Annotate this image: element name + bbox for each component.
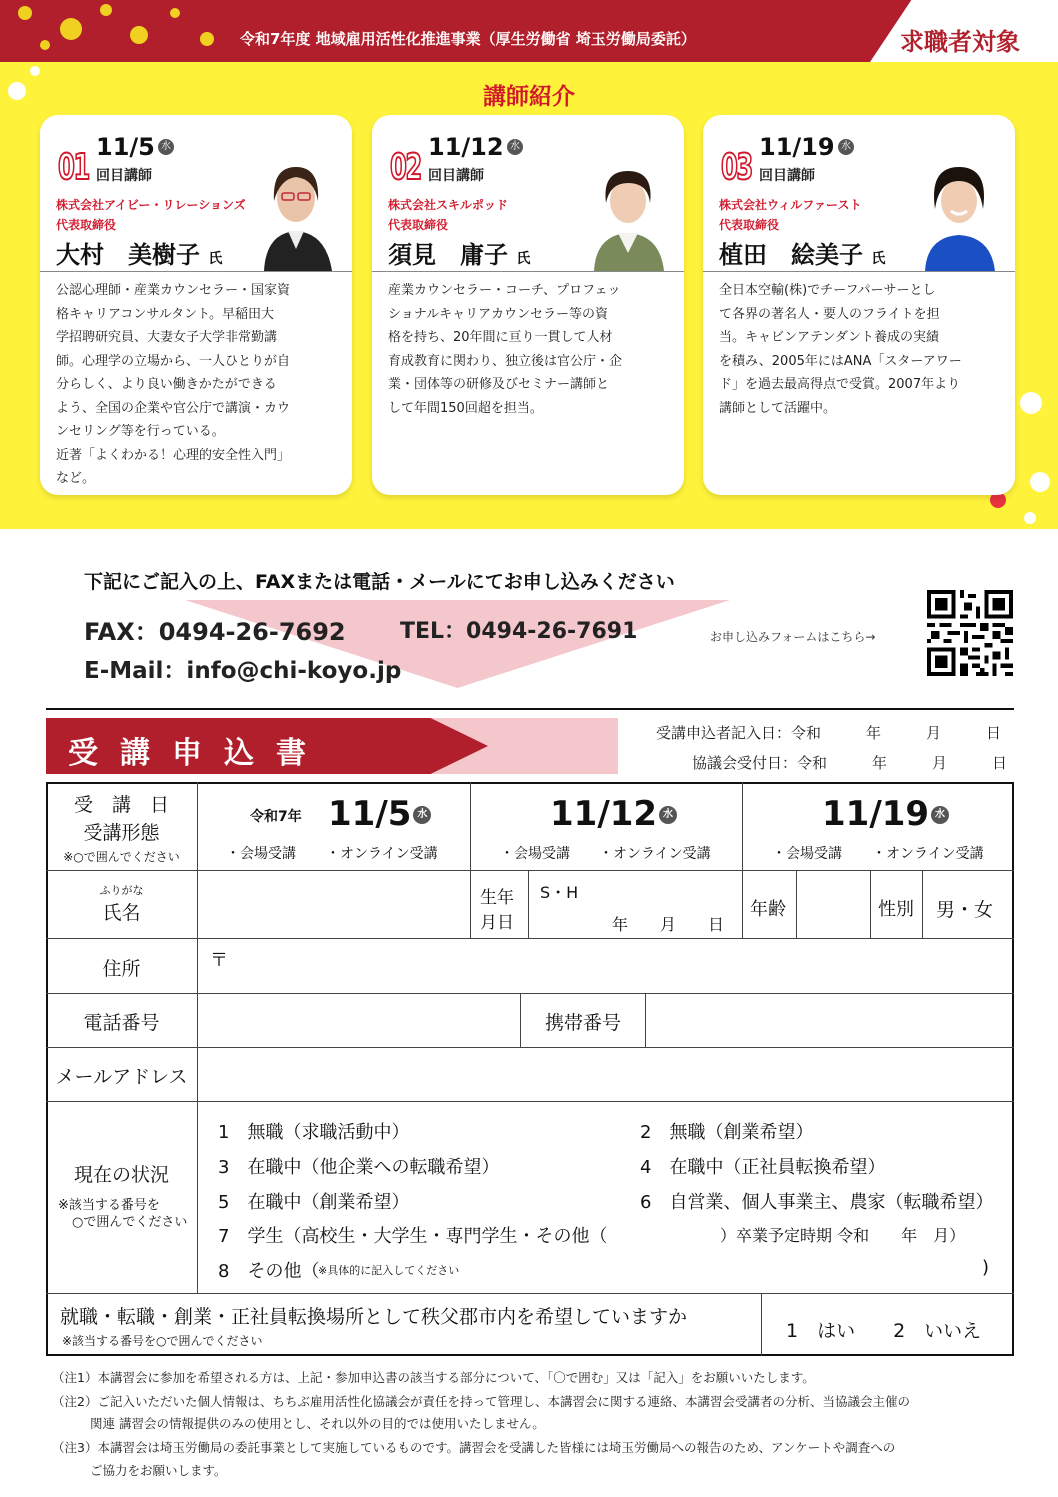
- form-title: 受講申込書: [68, 736, 328, 771]
- header-title: 令和7年度 地域雇用活性化推進事業（厚生労働省 埼玉労働局委託）: [240, 30, 696, 48]
- weekday-badge: 水: [413, 806, 431, 824]
- sex-options[interactable]: 男・女: [936, 899, 994, 921]
- session-3-online-option[interactable]: ・オンライン受講: [872, 846, 984, 862]
- postal-mark: 〒: [210, 950, 228, 971]
- furigana-label: ふりがな: [99, 884, 144, 897]
- other-note: ※具体的に記入してください: [318, 1264, 460, 1277]
- instructor-card-1: [40, 115, 352, 495]
- sex-label: 性別: [878, 899, 914, 920]
- target-tag: 求職者対象: [900, 28, 1020, 56]
- row-rule: [46, 1101, 1014, 1102]
- status-option-1[interactable]: 1 無職（求職活動中）: [218, 1122, 410, 1143]
- format-label: 受講形態: [83, 822, 160, 844]
- instructor-bio: 産業カウンセラー・コーチ、プロフェッ ショナルキャリアカウンセラー等の資 格を持ち、20年間に亘り一貫して人材 育成教育に関わり、独立後は官公庁・企 業・団体等の研修及びセミナー講師と して年間150回超を担当。: [388, 283, 623, 416]
- weekday-badge: 水: [659, 806, 677, 824]
- other-close-paren: ): [982, 1257, 990, 1278]
- section-title: 講師紹介: [483, 84, 575, 110]
- divider: [372, 271, 684, 272]
- name-field[interactable]: [198, 871, 470, 938]
- session-1-date[interactable]: 11/5 水: [328, 794, 431, 834]
- status-option-6[interactable]: 6 自営業、個人事業主、農家（転職希望）: [640, 1192, 994, 1213]
- session-2-online-option[interactable]: ・オンライン受講: [599, 846, 711, 862]
- decor-dot: [60, 18, 82, 40]
- instructor-bio: 全日本空輸(株)でチーフパーサーとし て各界の著名人・要人のフライトを担 当。キャビンアテンダント養成の実績 を積み、2005年にはANA「スターアワー ド」を過去最高得点で受賞。2007年より 講師として活躍中。: [719, 283, 962, 416]
- phone-number[interactable]: TEL：0494-26-7691: [400, 619, 638, 644]
- name-label: 氏名: [102, 902, 141, 924]
- card-session-label: 回目講師: [96, 168, 152, 184]
- phone-label: 電話番号: [83, 1012, 160, 1034]
- divider: [703, 271, 1015, 272]
- session-2-venue-option[interactable]: ・会場受講: [500, 846, 570, 862]
- received-date-field: 協議会受付日：令和 年 月 日: [692, 754, 1008, 772]
- card-session-label: 回目講師: [428, 168, 484, 184]
- card-company: 株式会社ウィルファースト 代表取締役: [719, 198, 862, 232]
- card-date: 11/5: [96, 133, 155, 161]
- note-2: （注2）ご記入いただいた個人情報は、ちちぶ雇用活性化協議会が責任を持って管理し、本講習会に関する連絡、本講習会受講者の分析、当協議会主催の: [52, 1394, 910, 1409]
- status-option-3[interactable]: 3 在職中（他企業への転職希望）: [218, 1157, 500, 1178]
- weekday-badge: 水: [838, 139, 854, 155]
- question-note: ※該当する番号を○で囲んでください: [62, 1334, 263, 1348]
- instructor-name: 大村 美樹子 氏: [56, 241, 223, 269]
- instructor-card-3: [703, 115, 1015, 495]
- applicant-date-field[interactable]: 受講申込者記入日：令和 年 月 日: [656, 724, 1002, 742]
- status-option-7[interactable]: 7 学生（高校生・大学生・専門学生・その他（: [218, 1226, 608, 1247]
- decor-dot: [18, 6, 32, 20]
- status-label: 現在の状況: [73, 1164, 169, 1186]
- form-top-rule: [46, 708, 1014, 710]
- card-number: 03: [721, 147, 752, 188]
- card-date: 11/12: [428, 133, 504, 161]
- session-1-online-option[interactable]: ・オンライン受講: [326, 846, 438, 862]
- phone-field[interactable]: [198, 994, 520, 1047]
- col-rule: [761, 1293, 762, 1356]
- instructor-photo: [917, 153, 1001, 271]
- status-option-8[interactable]: 8 その他（: [218, 1261, 320, 1282]
- session-1-venue-option[interactable]: ・会場受講: [226, 846, 296, 862]
- col-rule: [470, 782, 471, 938]
- decor-dot: [40, 40, 50, 50]
- age-label: 年齢: [750, 899, 786, 920]
- address-label: 住所: [102, 958, 141, 980]
- instructor-photo: [586, 153, 670, 271]
- decor-dot: [200, 32, 214, 46]
- email-label: メールアドレス: [55, 1066, 188, 1088]
- instructor-name: 植田 絵美子 氏: [719, 241, 886, 269]
- row-rule: [46, 1293, 1014, 1294]
- status-option-2[interactable]: 2 無職（創業希望）: [640, 1122, 814, 1143]
- status-option-4[interactable]: 4 在職中（正社員転換希望）: [640, 1157, 886, 1178]
- divider: [40, 271, 352, 272]
- status-note: ※該当する番号を: [58, 1198, 160, 1213]
- session-3-date[interactable]: 11/19 水: [822, 794, 949, 834]
- decor-dot: [100, 4, 112, 16]
- email-field[interactable]: [198, 1048, 1014, 1101]
- card-company: 株式会社スキルポッド 代表取締役: [388, 198, 508, 232]
- reiwa-year: 令和7年: [250, 809, 302, 825]
- weekday-badge: 水: [931, 806, 949, 824]
- qr-label: お申し込みフォームはこちら→: [710, 630, 876, 644]
- instructor-photo: [254, 153, 338, 271]
- note-3-cont: ご協力をお願いします。: [90, 1463, 227, 1478]
- card-number: 01: [58, 147, 89, 188]
- col-rule: [922, 870, 923, 938]
- decor-dot: [170, 8, 180, 18]
- decor-dot: [1030, 472, 1050, 492]
- birth-label-2: 月日: [480, 913, 514, 933]
- decor-dot: [1024, 512, 1036, 524]
- decor-dot: [130, 26, 148, 44]
- fax-number: FAX：0494-26-7692: [84, 618, 346, 646]
- session-3-venue-option[interactable]: ・会場受講: [772, 846, 842, 862]
- email-address[interactable]: E-Mail：info@chi-koyo.jp: [84, 658, 402, 684]
- instructor-bio: 公認心理師・産業カウンセラー・国家資 格キャリアコンサルタント。早稲田大 学招聘研究員、大妻女子大学非常勤講 師。心理学の立場から、一人ひとりが自 分らしく、より良い働きかたができる よう、全国の企業や官公庁で講演・カウ ンセリング等を行っている。 近著「よくわかる！心理的安全性入門」 など。: [56, 283, 291, 486]
- birth-era[interactable]: S・H: [540, 883, 579, 902]
- note-3: （注3）本講習会は埼玉労働局の委託事業として実施しているものです。講習会を受講した皆様には埼玉労働局への報告のため、アンケートや調査への: [52, 1440, 896, 1455]
- card-session-label: 回目講師: [759, 168, 815, 184]
- status-option-5[interactable]: 5 在職中（創業希望）: [218, 1192, 410, 1213]
- col-rule: [870, 870, 871, 938]
- address-field[interactable]: [198, 939, 1014, 993]
- card-company: 株式会社アイビー・リレーションズ 代表取締役: [56, 198, 246, 232]
- col-rule: [742, 782, 743, 938]
- card-date: 11/19: [759, 133, 835, 161]
- answer-options[interactable]: 1 はい 2 いいえ: [786, 1320, 982, 1342]
- graduation-field[interactable]: ）卒業予定時期 令和 年 月）: [720, 1226, 966, 1245]
- instructor-card-2: [372, 115, 684, 495]
- note-2-cont: 関連 講習会の情報提供のみの使用とし、それ以外の目的では使用いたしません。: [90, 1416, 545, 1431]
- weekday-badge: 水: [507, 139, 523, 155]
- weekday-badge: 水: [158, 139, 174, 155]
- birth-label: 生年: [480, 888, 514, 908]
- circle-note: ※○で囲んでください: [63, 850, 180, 864]
- decor-dot: [1020, 392, 1042, 414]
- card-number: 02: [390, 147, 421, 188]
- instructor-name: 須見 庸子 氏: [388, 241, 531, 269]
- qr-code-icon[interactable]: [927, 590, 1013, 676]
- session-2-date[interactable]: 11/12 水: [550, 794, 677, 834]
- col-rule: [528, 870, 529, 938]
- session-label: 受 講 日: [73, 794, 169, 816]
- mobile-label: 携帯番号: [544, 1012, 621, 1034]
- status-note-2: ○で囲んでください: [72, 1215, 188, 1230]
- note-1: （注1）本講習会に参加を希望される方は、上記・参加申込書の該当する部分について、「〇で囲む」又は「記入」をお願いいたします。: [52, 1370, 815, 1385]
- apply-instructions: 下記にご記入の上、FAXまたは電話・メールにてお申し込みください: [84, 571, 675, 593]
- mobile-field[interactable]: [646, 994, 1014, 1047]
- age-field[interactable]: [797, 871, 870, 938]
- location-question: 就職・転職・創業・正社員転換場所として秩父郡市内を希望していますか: [60, 1306, 688, 1328]
- birth-date-field[interactable]: 年 月 日: [612, 915, 725, 934]
- decor-dot: [30, 66, 40, 76]
